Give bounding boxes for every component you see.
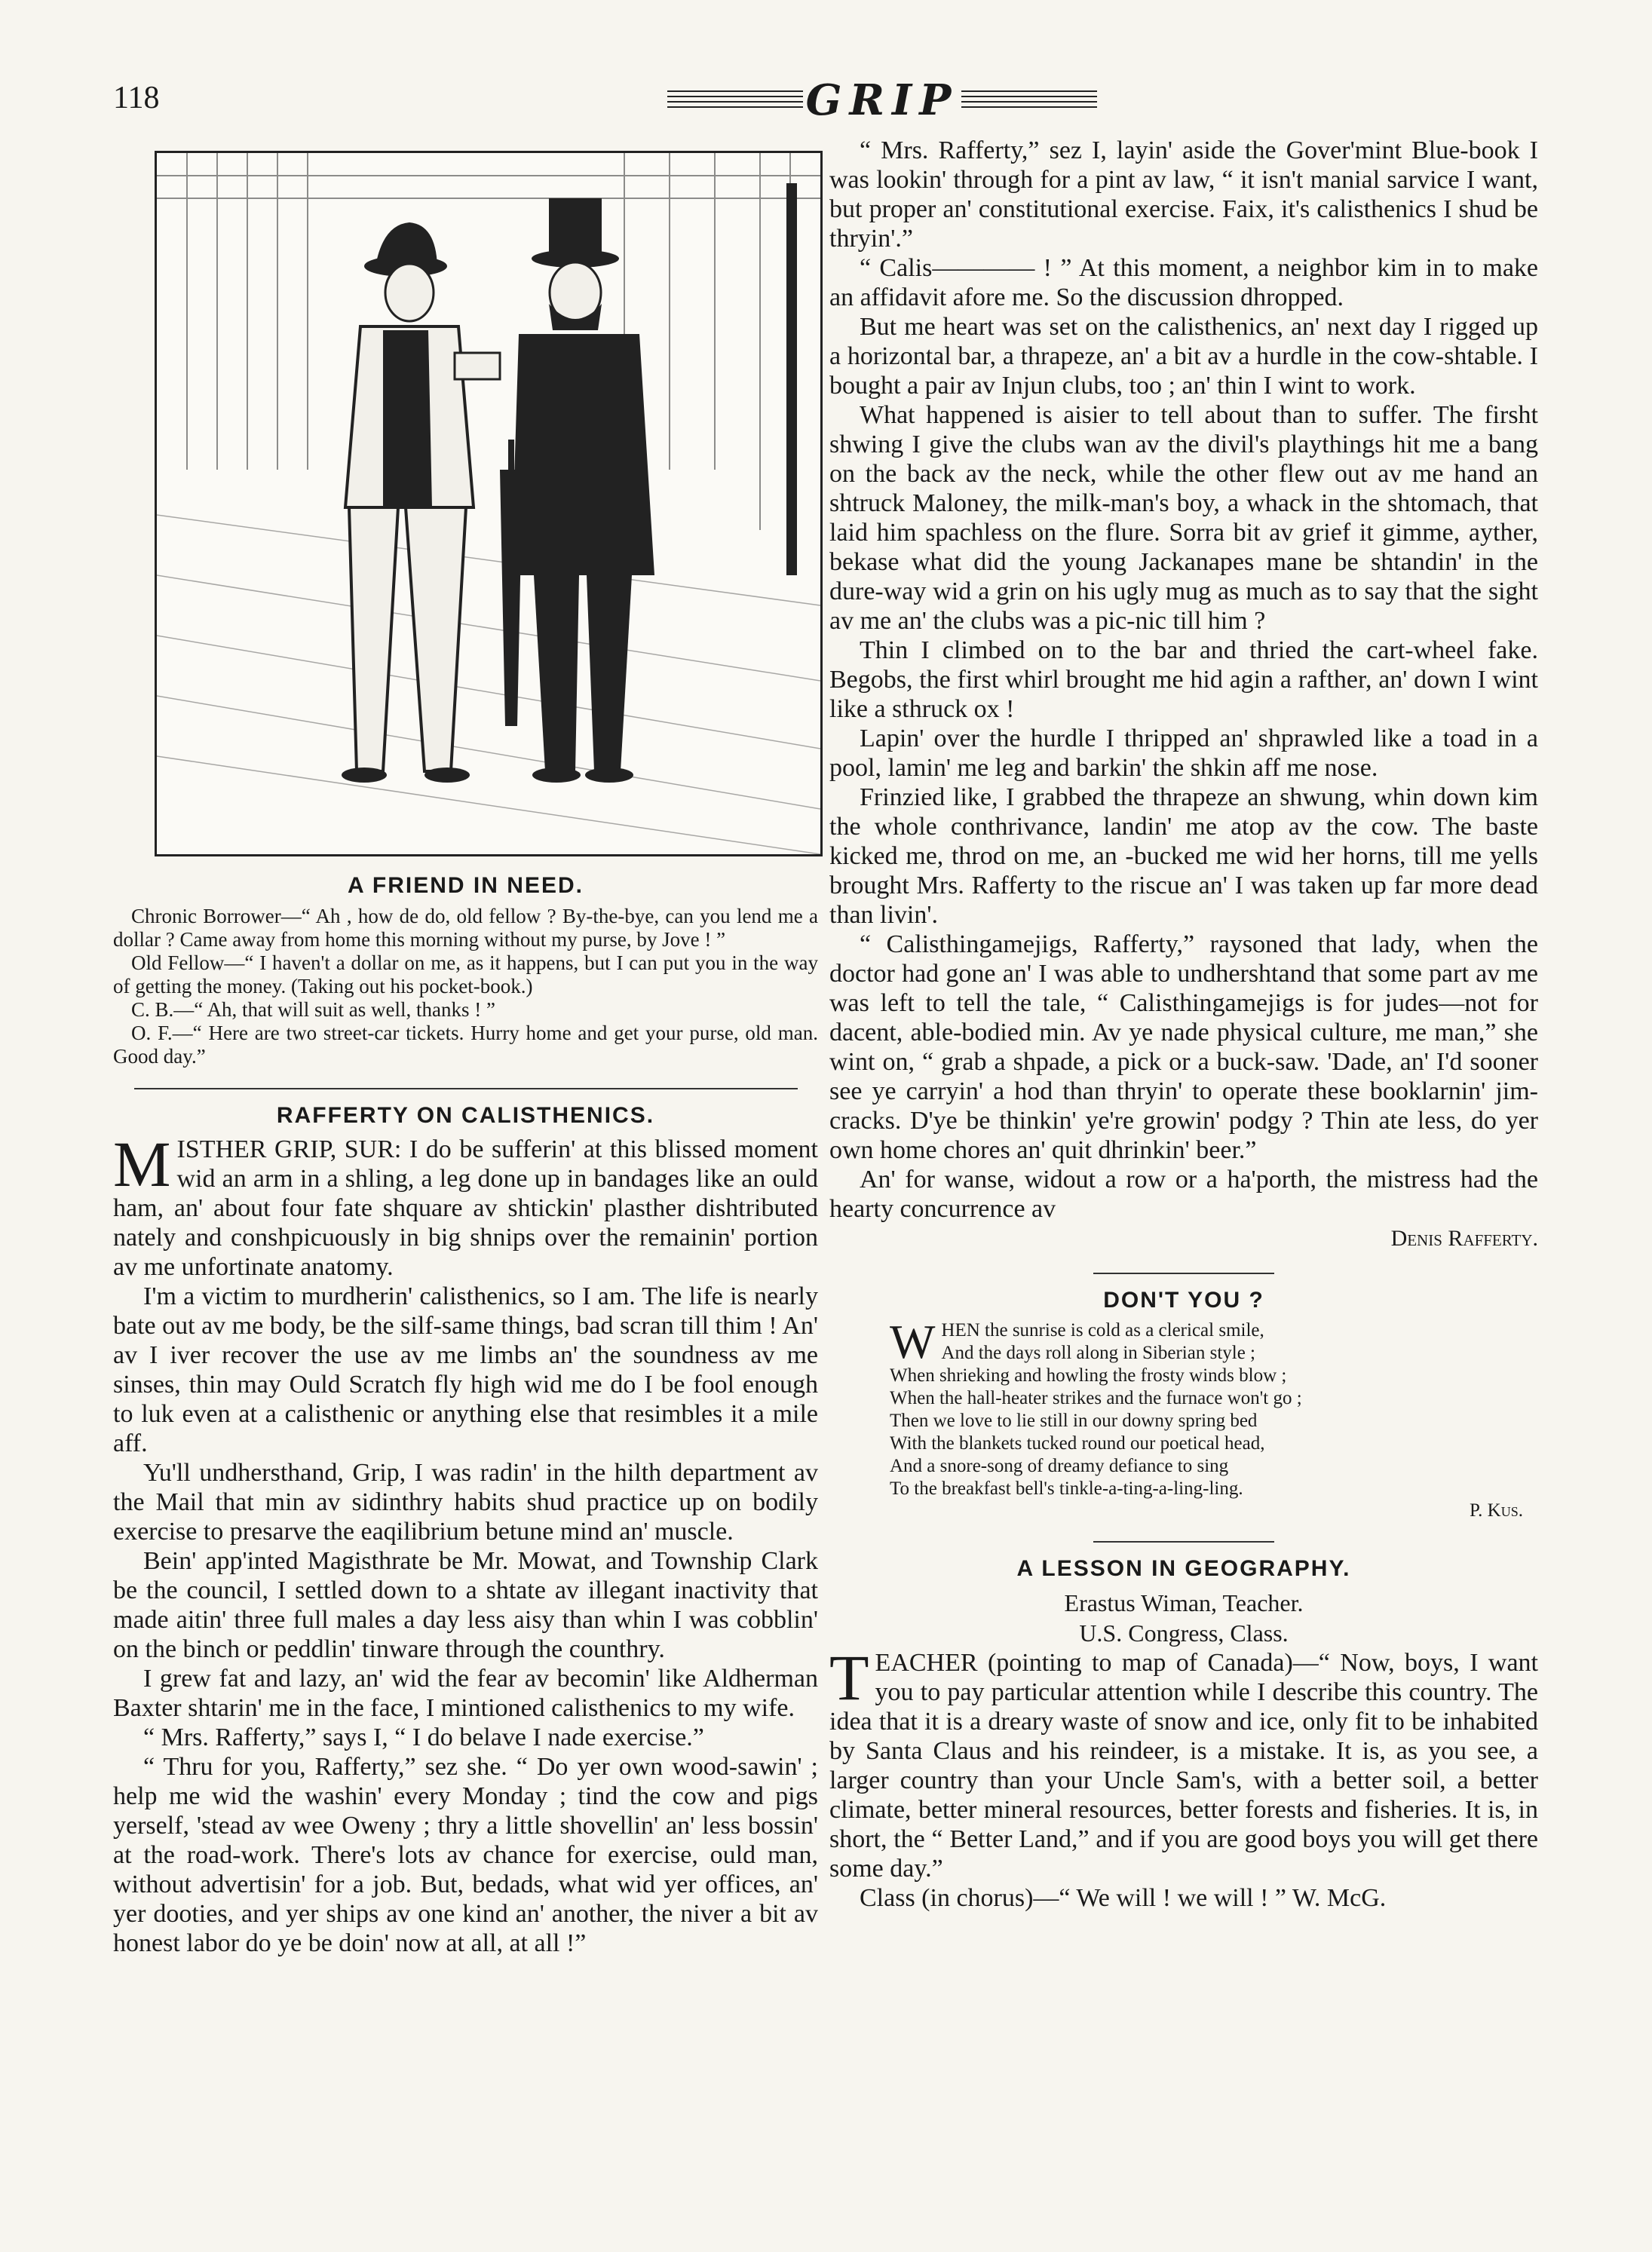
drop-cap: W <box>890 1315 936 1368</box>
masthead-title: GRIP <box>805 75 959 125</box>
drop-cap: M <box>113 1128 171 1200</box>
page-number: 118 <box>113 81 160 115</box>
rafferty-signature: Denis Rafferty. <box>1390 1226 1538 1251</box>
article-paragraph: “ Thru for you, Rafferty,” sez she. “ Do yer own wood-sawin' ; help me wid the washin' every Monday ; tind the cow and pigs yerself, 'stead av wee Oweny ; thry a little shovellin' an' less bossin' at the road-work. There's lots av chance for exercise, ould man, without advertisin' for a job. But, bedads, what wid yer offices, an' yer dooties, and yer ships av one kind an' another, the niver a bit av honest labor do ye be doin' now at all, at all !” <box>113 1753 818 1957</box>
article-paragraph: Thin I climbed on to the bar and thried the cart-wheel fake. Begobs, the first whirl brought me hid agin a rafther, an' down I wint like a sthruck ox ! <box>829 636 1538 723</box>
left-column <box>113 151 818 1958</box>
article-paragraph: Yu'll undhersthand, Grip, I was radin' in the hilth department av the Mail that min av sidinthry habits shud practice up on bodily exercise to presarve the eaqilibrium betune mind an' muscle. <box>113 1459 818 1546</box>
poem-line: To the breakfast bell's tinkle-a-ting-a-ling-ling. <box>890 1478 1243 1499</box>
drop-cap: T <box>829 1641 869 1714</box>
geography-title: A LESSON IN GEOGRAPHY. <box>1016 1556 1351 1581</box>
article-paragraph: An' for wanse, widout a row or a ha'porth, the mistress had the hearty concurrence av <box>829 1166 1538 1223</box>
rafferty-title: RAFFERTY ON CALISTHENICS. <box>276 1103 655 1128</box>
right-column <box>829 136 1538 1913</box>
geography-paragraph <box>829 1641 1538 1883</box>
section-divider <box>1093 1273 1274 1274</box>
geography-text: EACHER (pointing to map of Canada)—“ Now, boys, I want you to pay particular attention while I describe this country. The idea that it is a dreary waste of snow and ice, only fit to be inhabited by Santa Claus and his reindeer, is a mistake. It is, as you see, a larger country than your Uncle Sam's, with a better soil, a better climate, better mineral resources, better forests and fisheries. It is, in short, the “ Better Land,” and if you are good boys you will get there some day.” <box>829 1649 1538 1883</box>
article-paragraph: “ Calisthingamejigs, Rafferty,” raysoned that lady, when the doctor had gone an' I was able to undhershtand that some part av me was left to tell the tale, “ Calisthingamejigs is for judes—not for dacent, able-bodied min. Av ye nade physical culture, me man,” she wint on, “ grab a shpade, a pick or a buck-saw. 'Dade, an' I'd sooner see ye carryin' a hod than thryin' to operate these booklarnin' jim-cracks. D'ye be thinkin' ye're growin' podgy ? Thin ate less, do yer own home chores an' quit dhrinkin' beer.” <box>829 930 1538 1164</box>
masthead-rule-right <box>961 90 1097 110</box>
cartoon-drawing <box>157 153 820 854</box>
article-paragraph: Lapin' over the hurdle I thripped an' shprawled like a toad in a pool, lamin' me leg and barkin' the shkin aff me nose. <box>829 725 1538 782</box>
dont-you-title: DON'T YOU ? <box>1103 1288 1264 1313</box>
article-paragraph: Bein' app'inted Magisthrate be Mr. Mowat, and Township Clark be the council, I settled down to a shtate av illegant inactivity that made aitin' three full males a day less aisy than whin I was cobblin' on the binch or peddlin' tinware through the counthry. <box>113 1547 818 1663</box>
article-paragraph: “ Mrs. Rafferty,” sez I, layin' aside the Gover'mint Blue-book I was lookin' through for a pint av law, “ it isn't manial sarvice I want, but proper an' constitutional exercise. Faix, it's calisthenics I shud be thryin'.” <box>829 136 1538 253</box>
poem-author: P. Kus. <box>1470 1500 1523 1521</box>
article-paragraph: I grew fat and lazy, an' wid the fear av becomin' like Aldherman Baxter shtarin' me in the face, I mintioned calisthenics to my wife. <box>113 1665 818 1722</box>
dialogue-line: O. F.—“ Here are two street-car tickets. Hurry home and get your purse, old man. Good day.” <box>113 1022 818 1068</box>
article-paragraph: What happened is aisier to tell about than to suffer. The firsht shwing I give the clubs wan av the divil's playthings hit me a bang on the back av the neck, while the other flew out av me hand an shtruck Maloney, the milk-man's boy, a whack in the shtomach, that laid him spachless on the flure. Sorra bit av grief it gimme, ayther, bekase what did the young Jackanapes mane be shtandin' in the dure-way wid a grin on his ugly mug as much as to say that the sight av me an' the clubs was a pic-nic till him ? <box>829 401 1538 635</box>
masthead-title-group <box>596 75 1169 125</box>
dont-you-poem <box>890 1315 1538 1500</box>
geography-teacher: Erastus Wiman, Teacher. <box>1064 1589 1304 1616</box>
rafferty-first-paragraph <box>113 1128 818 1282</box>
dialogue-line: Old Fellow—“ I haven't a dollar on me, as it happens, but I can put you in the way of getting the money. (Taking out his pocket-book.) <box>113 951 818 997</box>
rafferty-first-text: ISTHER GRIP, SUR: I do be sufferin' at this blissed moment wid an arm in a shling, a leg done up in bandages like an ould ham, an' about four fate shquare av shtickin' plasther dishtributed nately and conshpicuously in big shnips over the remainin' portion av me unfortinate anatomy. <box>113 1135 818 1281</box>
article-paragraph: “ Mrs. Rafferty,” says I, “ I do belave I nade exercise.” <box>143 1723 704 1751</box>
geography-closing: Class (in chorus)—“ We will ! we will ! ” W. McG. <box>860 1884 1387 1912</box>
poem-line: And a snore-song of dreamy defiance to sing <box>890 1456 1229 1476</box>
masthead-rule-left <box>667 90 803 110</box>
dialogue-line: C. B.—“ Ah, that will suit as well, thanks ! ” <box>131 998 495 1021</box>
masthead <box>113 75 1546 128</box>
section-divider <box>1093 1541 1274 1543</box>
friend-in-need-title: A FRIEND IN NEED. <box>348 873 584 898</box>
friend-in-need-dialogue <box>113 905 818 1068</box>
rafferty-article-right <box>829 136 1538 1253</box>
geography-body <box>829 1641 1538 1913</box>
section-divider <box>134 1088 798 1089</box>
article-paragraph: “ Calis———— ! ” At this moment, a neighbor kim in to make an affidavit afore me. So the discussion dhropped. <box>829 254 1538 311</box>
article-paragraph: Frinzied like, I grabbed the thrapeze an shwung, whin down kim the whole conthrivance, landin' me atop av the cow. The baste kicked me, throd on me, an -bucked me wid her horns, till me yells brought Mrs. Rafferty to the riscue an' I was taken up far more dead than livin'. <box>829 783 1538 929</box>
poem-line: When shrieking and howling the frosty winds blow ; <box>890 1365 1287 1386</box>
cartoon-illustration <box>155 151 823 856</box>
geography-class: U.S. Congress, Class. <box>1079 1619 1289 1647</box>
poem-line: And the days roll along in Siberian style ; <box>941 1343 1256 1363</box>
poem-line: With the blankets tucked round our poetical head, <box>890 1433 1265 1454</box>
dialogue-line: Chronic Borrower—“ Ah , how de do, old fellow ? By-the-bye, can you lend me a dollar ? Came away from home this morning without my purse, by Jove ! ” <box>113 905 818 951</box>
poem-line: HEN the sunrise is cold as a clerical smile, <box>941 1320 1264 1340</box>
article-paragraph: But me heart was set on the calisthenics, an' next day I rigged up a horizontal bar, a thrapeze, an' a bit av a hurdle in the cow-shtable. I bought a pair av Injun clubs, too ; an' thin I wint to work. <box>829 313 1538 400</box>
poem-line: Then we love to lie still in our downy spring bed <box>890 1411 1258 1431</box>
poem-line: When the hall-heater strikes and the furnace won't go ; <box>890 1388 1302 1408</box>
article-paragraph: I'm a victim to murdherin' calisthenics, so I am. The life is nearly bate out av me body, be the silf-same things, bad scran till thim ! An' av I iver recover the use av me limbs an' the soundness av me sinses, thin may Ould Scratch fly high wid me do I be fool enough to luk even at a calisthenic or anything else that resimbles it a mile aff. <box>113 1282 818 1457</box>
rafferty-article-left <box>113 1128 818 1958</box>
